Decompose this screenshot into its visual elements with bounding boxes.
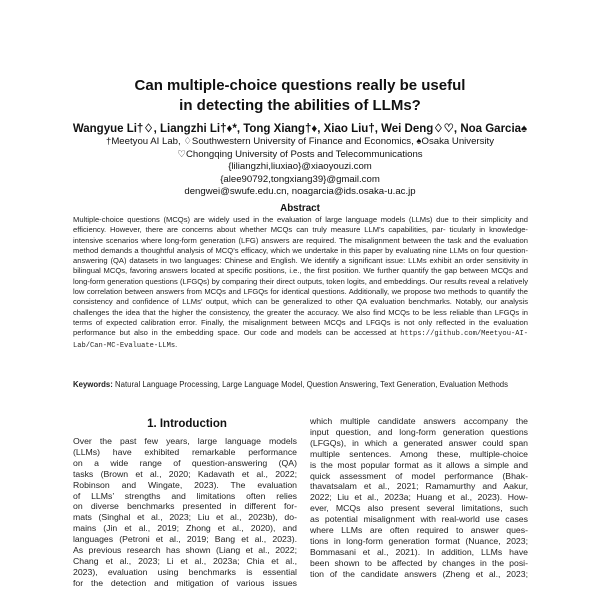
abstract-last-suffix: .: [175, 339, 178, 349]
section-heading-introduction: 1. Introduction: [147, 418, 227, 430]
email-line: dengwei@swufe.edu.cn, noagarcia@ids.osaka-u.ac.jp: [184, 186, 416, 197]
email-line: {alee90792,tongxiang39}@gmail.com: [220, 173, 380, 185]
abstract-heading: Abstract: [280, 203, 320, 214]
title-line-1: Can multiple-choice questions really be useful: [134, 77, 466, 94]
abstract-line: benchmarks. Notably, our analysis challenges the idea that the higher the consistency, the greater the accuracy.: [73, 297, 528, 317]
body-line: 2023), evaluation using benchmarks is essential: [73, 566, 297, 577]
body-line: for the detection and mitigation of various issues: [73, 577, 297, 588]
abstract-line: English. We identify a significant issue: LLMs exhibit an order sensitivity in bilingual MCQs, favoring answers located: [73, 256, 528, 276]
body-line: As previous research has shown (Liang et al., 2022;: [73, 545, 297, 556]
body-line: Bommasani et al., 2021). In addition, LLMs have: [310, 546, 528, 557]
body-line: 2022; Liu et al., 2023a; Huang et al., 2023). How-: [310, 492, 528, 503]
abstract-line: between the task and the evaluation method demands a thoughtful analysis of MCQ’s efficacy, which we undertake: [73, 235, 528, 255]
body-line: (LLMs) have exhibited remarkable performance: [73, 446, 297, 457]
abstract-line: low correlation between answers from MCQs and LFGQs for identical questions. Additionally, we propose two: [73, 287, 446, 297]
paper-title: [0, 76, 600, 116]
body-line: of LLMs’ strengths and limitations often relies: [73, 490, 297, 501]
body-line: tions in long-form generation format (Nuance, 2023;: [310, 535, 528, 546]
body-line: been shown to be affected by changes in the posi-: [310, 557, 528, 568]
body-line: as potential misalignment with real-world use cases: [310, 514, 528, 525]
keywords: [73, 380, 528, 390]
body-line: languages (Petroni et al., 2019; Bang et al., 2023).: [73, 534, 297, 545]
keywords-text-cont: Evaluation Methods: [439, 380, 509, 389]
abstract-line: ticularly in knowledge-intensive scenarios where long-form generation (LFG) answers are required. The misalignment: [73, 225, 528, 245]
right-column-text: [310, 416, 528, 580]
body-line: mats (Singhal et al., 2023; Liu et al., 2023b), do-: [73, 512, 297, 523]
body-line: tion of the candidate answers (Zheng et al., 2023;: [310, 568, 528, 579]
body-line: multiple sentences. Among these, multiple-choice: [310, 448, 528, 459]
body-line: tasks (Brown et al., 2020; Kadavath et al., 2022;: [73, 468, 297, 479]
body-line: is the most popular format as it allows a simple and: [310, 459, 528, 470]
abstract-line: simplicity and efficiency. However, there are concerns about whether MCQs can truly measure LLM’s capabilities, par-: [73, 215, 528, 235]
abstract-line: We also find MCQs to be less reliable than LFGQs in terms of expected calibration error. Finally, the misalignment: [73, 307, 528, 327]
abstract-body: [73, 215, 528, 351]
code-url-link[interactable]: https://github.com/Meetyou-AI-Lab/Can-MC-Evaluate-LLMs: [73, 330, 528, 350]
body-line: ever, MCQs also present several limitations, such: [310, 503, 528, 514]
abstract-line: Multiple-choice questions (MCQs) are widely used in the evaluation of large language models (LLMs) due to their: [73, 215, 478, 224]
affiliation-line: ♡Chongqing University of Posts and Telecommunications: [177, 148, 423, 160]
abstract-line: questions (LFGQs) by comparing their direct outputs, token logits, and embeddings. Our results reveal a relatively: [145, 276, 528, 286]
abstract-last-prefix: code and models can be accessed at: [260, 328, 401, 338]
body-line: Robinson and Wingate, 2023). The evaluation: [73, 479, 297, 490]
abstract-line: methods to quantify the consistency and confidence of LLMs’ output, which can be generalized to other QA evaluation: [73, 287, 528, 307]
body-line: (LFGQs), in which a generated answer could span: [310, 437, 528, 448]
body-line: on a wide range of question-answering (QA): [73, 457, 297, 468]
keywords-text: Natural Language Processing, Large Language Model, Question Answering, Text Generation,: [112, 380, 438, 389]
body-line: where LLMs are often required to answer ques-: [310, 525, 528, 536]
title-line-2: in detecting the abilities of LLMs?: [179, 97, 421, 114]
body-line: Chang et al., 2023; Li et al., 2023a; Chia et al.,: [73, 555, 297, 566]
author-list: Wangyue Li†♢, Liangzhi Li†♦*, Tong Xiang†♦, Xiao Liu†, Wei Deng♢♡, Noa Garcia♠: [72, 123, 528, 135]
body-line: mains (Jin et al., 2019; Zhong et al., 2020), and: [73, 523, 297, 534]
body-line: quick assessment of model performance (Bhak-: [310, 470, 528, 481]
affiliation-line: †Meetyou AI Lab, ♢Southwestern University of Finance and Economics, ♠Osaka University: [105, 136, 495, 147]
body-line: thavatsalam et al., 2021; Ramamurthy and Aakur,: [310, 481, 528, 492]
email-line: {liliangzhi,liuxiao}@xiaoyouzi.com: [228, 161, 372, 172]
abstract-line: between MCQs and LFGQs is not only reflected in the evaluation performance but also in the embedding space. Our: [73, 317, 528, 338]
abstract-line: at specific positions, i.e., the first position. We further quantify the gap between MCQs and long-form generation: [73, 266, 528, 286]
abstract-line: in this paper by evaluating nine LLMs on four question-answering (QA) datasets in two languages: Chinese and: [73, 245, 528, 266]
keywords-label: Keywords:: [73, 380, 113, 389]
body-line: Over the past few years, large language models: [73, 436, 297, 446]
body-line: input question, and long-form generation questions: [310, 426, 528, 437]
affiliations: [0, 136, 600, 199]
body-line: which multiple candidate answers accompany the: [310, 416, 528, 426]
left-column-text: [73, 436, 297, 589]
body-line: on diverse benchmarks presented in different for-: [73, 501, 297, 512]
